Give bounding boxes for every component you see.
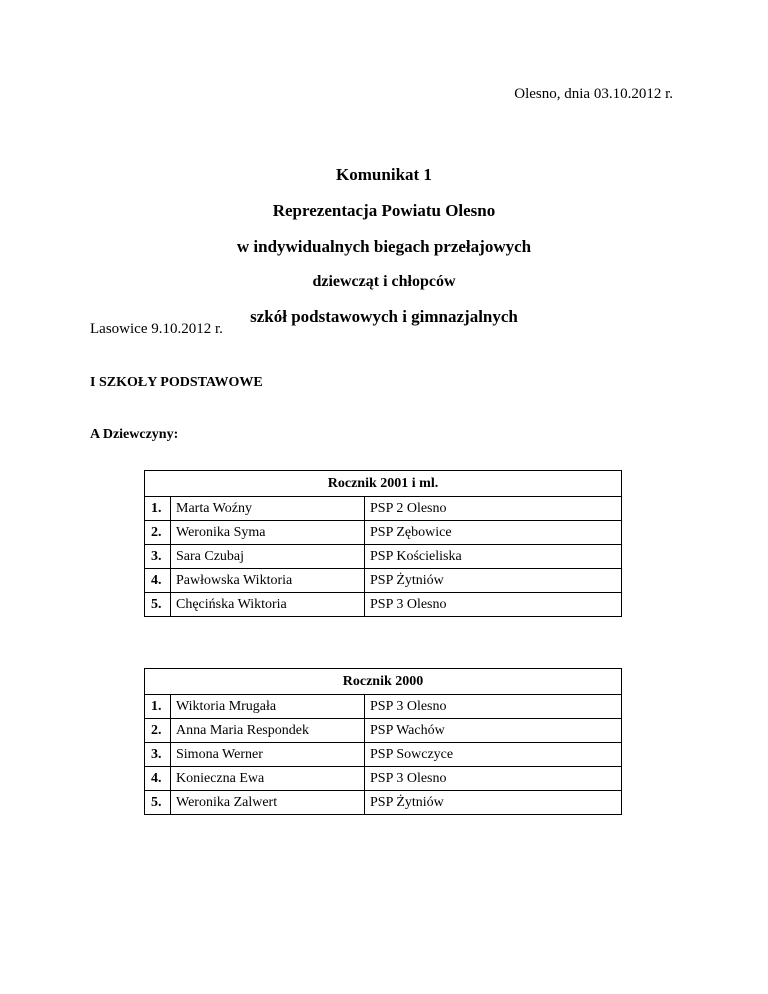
table-row [145, 695, 622, 719]
name-cell: Chęcińska Wiktoria [171, 593, 365, 617]
school-cell: PSP Wachów [365, 719, 622, 743]
group-heading: A Dziewczyny: [90, 427, 179, 442]
name-cell: Wiktoria Mrugała [171, 695, 365, 719]
name-cell: Anna Maria Respondek [171, 719, 365, 743]
results-table-2001 [144, 470, 622, 617]
title-line-3: w indywidualnych biegach przełajowych [236, 237, 532, 256]
name-cell: Sara Czubaj [171, 545, 365, 569]
results-table-2000 [144, 668, 622, 815]
table-row [145, 767, 622, 791]
school-cell: PSP Zębowice [365, 521, 622, 545]
place-cell: 5. [145, 791, 171, 815]
school-cell: PSP 2 Olesno [365, 497, 622, 521]
place-cell: 3. [145, 545, 171, 569]
name-cell: Weronika Zalwert [171, 791, 365, 815]
title-line-5: szkół podstawowych i gimnazjalnych [250, 307, 518, 326]
place-cell: 4. [145, 767, 171, 791]
document-title-block [0, 164, 768, 328]
name-cell: Marta Woźny [171, 497, 365, 521]
place-cell: 4. [145, 569, 171, 593]
school-cell: PSP Żytniów [365, 791, 622, 815]
place-cell: 2. [145, 521, 171, 545]
table-caption: Rocznik 2000 [145, 669, 622, 695]
school-cell: PSP 3 Olesno [365, 593, 622, 617]
school-cell: PSP Sowczyce [365, 743, 622, 767]
title-line-2: Reprezentacja Powiatu Olesno [272, 201, 496, 220]
name-cell: Konieczna Ewa [171, 767, 365, 791]
table-row [145, 569, 622, 593]
table-row [145, 743, 622, 767]
school-cell: PSP 3 Olesno [365, 695, 622, 719]
table-row [145, 497, 622, 521]
table-row [145, 593, 622, 617]
table-row [145, 545, 622, 569]
title-line-4: dziewcząt i chłopców [312, 273, 456, 290]
name-cell: Weronika Syma [171, 521, 365, 545]
school-cell: PSP Kościeliska [365, 545, 622, 569]
venue-date: Lasowice 9.10.2012 r. [90, 321, 223, 337]
place-cell: 1. [145, 497, 171, 521]
place-cell: 5. [145, 593, 171, 617]
school-cell: PSP 3 Olesno [365, 767, 622, 791]
name-cell: Simona Werner [171, 743, 365, 767]
table-row [145, 521, 622, 545]
table-row [145, 791, 622, 815]
name-cell: Pawłowska Wiktoria [171, 569, 365, 593]
title-line-1: Komunikat 1 [336, 165, 432, 184]
place-cell: 2. [145, 719, 171, 743]
section-heading: I SZKOŁY PODSTAWOWE [90, 375, 263, 390]
place-cell: 3. [145, 743, 171, 767]
table-row [145, 719, 622, 743]
place-cell: 1. [145, 695, 171, 719]
table-caption: Rocznik 2001 i ml. [145, 471, 622, 497]
document-date: Olesno, dnia 03.10.2012 r. [514, 86, 673, 102]
school-cell: PSP Żytniów [365, 569, 622, 593]
